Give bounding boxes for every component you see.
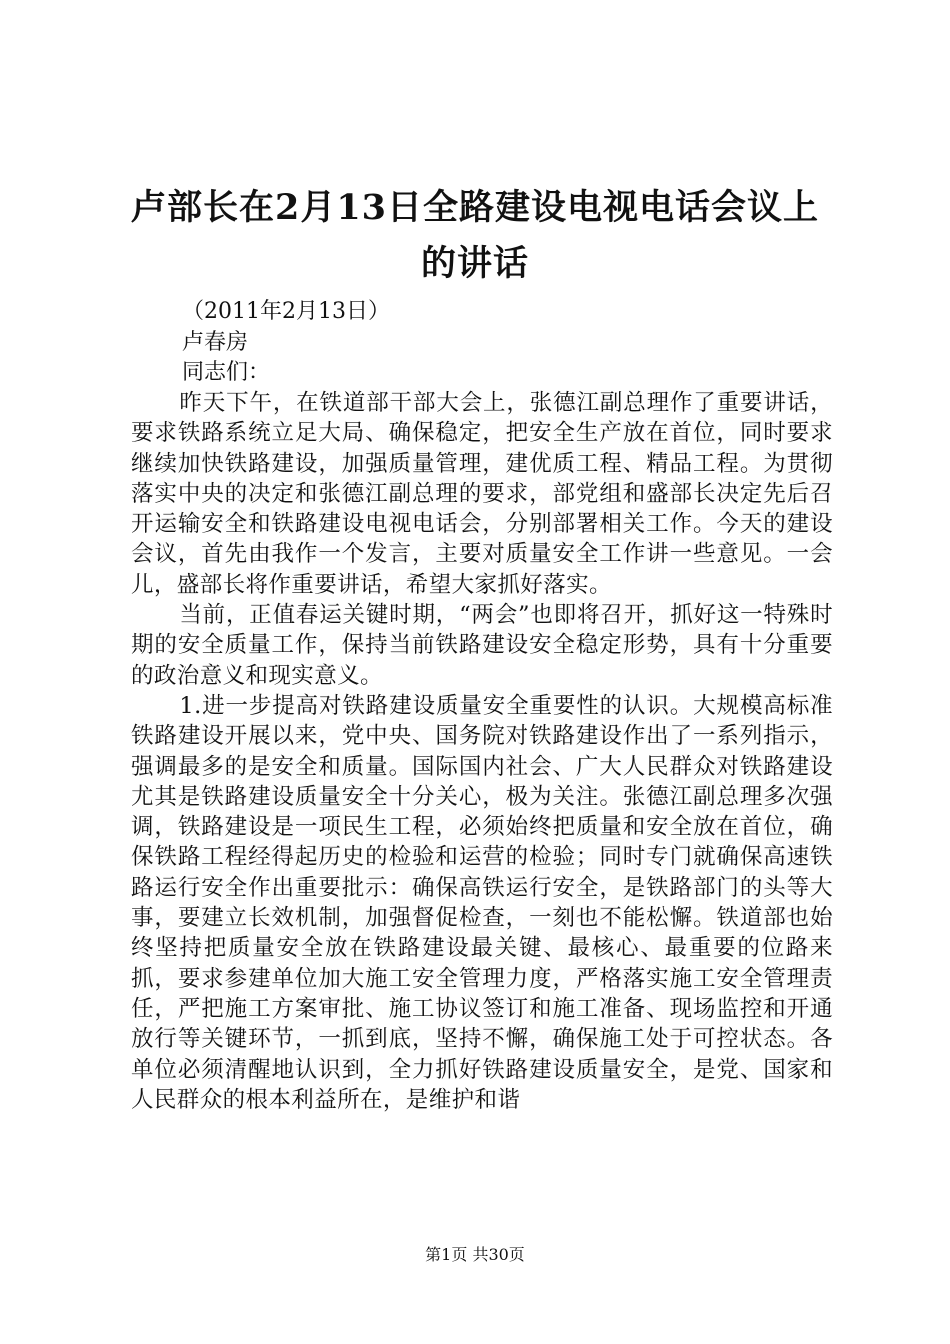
speaker-name: 卢春房 bbox=[182, 330, 249, 355]
speech-body bbox=[131, 388, 833, 1115]
title-line-1: 卢部长在2月13日全路建设电视电话会议上 bbox=[130, 187, 820, 228]
paragraph: 1.进一步提高对铁路建设质量安全重要性的认识。大规模高标准铁路建设开展以来，党中央、国务院对铁路建设作出了一系列指示，强调最多的是安全和质量。国际国内社会、广大人民群众对铁路建设尤其是铁路建设质量安全十分关心，极为关注。张德江副总理多次强调，铁路建设是一项民生工程，必须始终把质量和安全放在首位，确保铁路工程经得起历史的检验和运营的检验；同时专门就确保高速铁路运行安全作出重要批示：确保高铁运行安全，是铁路部门的头等大事，要建立长效机制，加强督促检查，一刻也不能松懈。铁道部也始终坚持把质量安全放在铁路建设最关键、最核心、最重要的位路来抓，要求参建单位加大施工安全管理力度，严格落实施工安全管理责任，严把施工方案审批、施工协议签订和施工准备、现场监控和开通放行等关键环节，一抓到底，坚持不懈，确保施工处于可控状态。各单位必须清醒地认识到，全力抓好铁路建设质量安全，是党、国家和人民群众的根本利益所在，是维护和谐 bbox=[131, 692, 833, 1113]
page-number-footer: 第1页 共30页 bbox=[425, 1245, 525, 1264]
paragraph: 昨天下午，在铁道部干部大会上，张德江副总理作了重要讲话，要求铁路系统立足大局、确保稳定，把安全生产放在首位，同时要求继续加快铁路建设，加强质量管理，建优质工程、精品工程。为贯彻落实中央的决定和张德江副总理的要求，部党组和盛部长决定先后召开运输安全和铁路建设电视电话会，分别部署相关工作。今天的建设会议，首先由我作一个发言，主要对质量安全工作讲一些意见。一会儿，盛部长将作重要讲话，希望大家抓好落实。 bbox=[131, 390, 833, 598]
title-line-2: 的讲话 bbox=[420, 243, 529, 284]
document-title bbox=[120, 180, 830, 292]
paragraph: 当前，正值春运关键时期，“两会”也即将召开，抓好这一特殊时期的安全质量工作，保持当前铁路建设安全稳定形势，具有十分重要的政治意义和现实意义。 bbox=[131, 602, 833, 689]
salutation: 同志们： bbox=[182, 360, 271, 385]
speech-date: （2011年2月13日） bbox=[182, 299, 390, 324]
